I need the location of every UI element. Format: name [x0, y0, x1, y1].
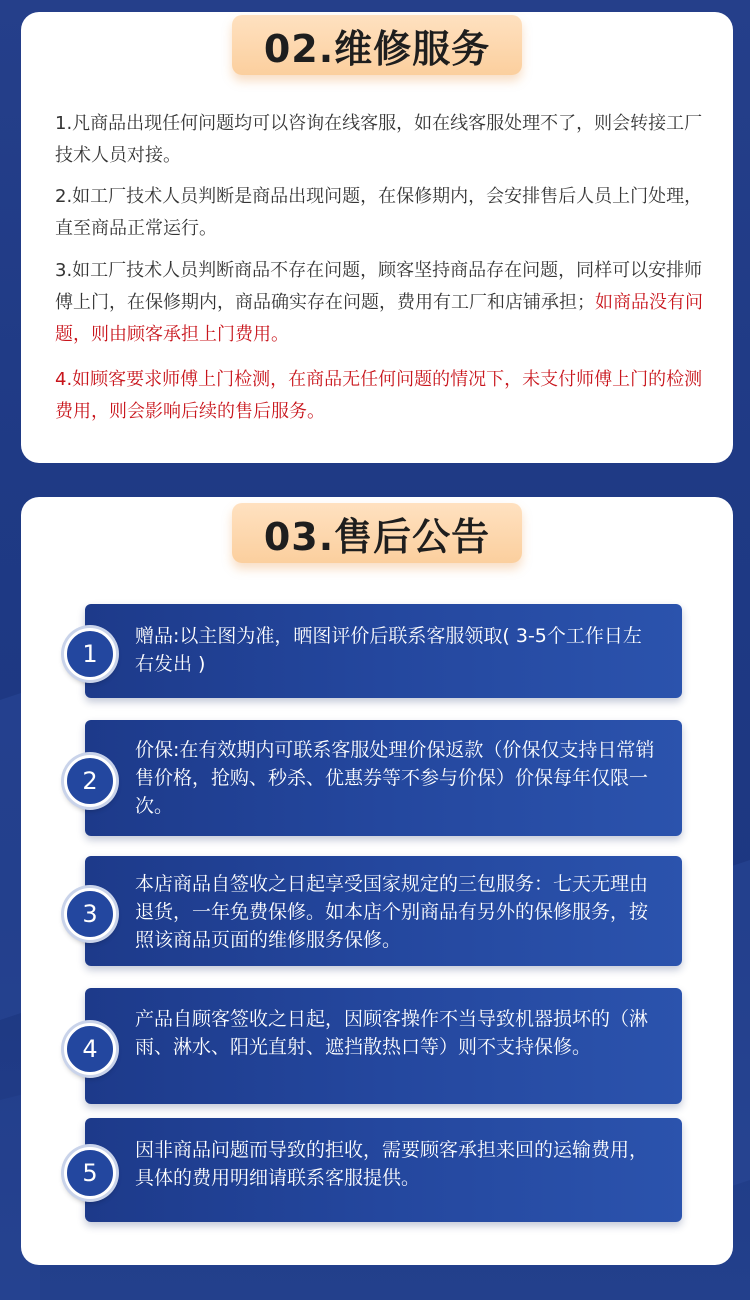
notice-item-2 — [82, 720, 682, 836]
notice-item-text: 赠品:以主图为准，晒图评价后联系客服领取( 3-5个工作日左右发出 ) — [135, 625, 642, 675]
repair-service-card — [21, 12, 733, 463]
repair-paragraph-3-text: 3.如工厂技术人员判断商品不存在问题，顾客坚持商品存在问题，同样可以安排师傅上门，在保修期内，商品确实存在问题，费用有工厂和店铺承担； — [55, 260, 703, 313]
notice-number-badge: 2 — [64, 755, 116, 807]
after-sales-notice-title: 03.售后公告 — [232, 503, 522, 563]
notice-number-badge: 4 — [64, 1023, 116, 1075]
repair-paragraph-1: 1.凡商品出现任何问题均可以咨询在线客服，如在线客服处理不了，则会转接工厂技术人员对接。 — [55, 113, 703, 166]
repair-paragraph-2: 2.如工厂技术人员判断是商品出现问题，在保修期内，会安排售后人员上门处理，直至商品正常运行。 — [55, 186, 703, 239]
repair-paragraph-4: 4.如顾客要求师傅上门检测，在商品无任何问题的情况下，未支付师傅上门的检测费用，则会影响后续的售后服务。 — [55, 369, 703, 422]
notice-item-text: 因非商品问题而导致的拒收，需要顾客承担来回的运输费用，具体的费用明细请联系客服提供。 — [135, 1139, 649, 1189]
notice-item-4 — [82, 988, 682, 1104]
notice-item-text: 价保:在有效期内可联系客服处理价保返款（价保仅支持日常销售价格，抢购、秒杀、优惠券等不参与价保）价保每年仅限一次。 — [135, 739, 655, 817]
repair-service-title: 02.维修服务 — [232, 15, 522, 75]
repair-paragraph-3 — [55, 255, 705, 351]
notice-number-badge: 1 — [64, 628, 116, 680]
notice-item-1 — [82, 604, 682, 698]
notice-number-badge: 5 — [64, 1147, 116, 1199]
notice-number-badge: 3 — [64, 888, 116, 940]
after-sales-notice-card — [21, 497, 733, 1265]
repair-paragraph-3-highlight: 如商品没有问题，则由顾客承担上门费用。 — [55, 292, 703, 345]
notice-item-3 — [82, 856, 682, 966]
notice-item-text: 本店商品自签收之日起享受国家规定的三包服务：七天无理由退货，一年免费保修。如本店个别商品有另外的保修服务，按照该商品页面的维修服务保修。 — [135, 873, 649, 951]
notice-item-5 — [82, 1118, 682, 1222]
notice-item-text: 产品自顾客签收之日起，因顾客操作不当导致机器损坏的（淋雨、淋水、阳光直射、遮挡散热口等）则不支持保修。 — [135, 1008, 649, 1058]
